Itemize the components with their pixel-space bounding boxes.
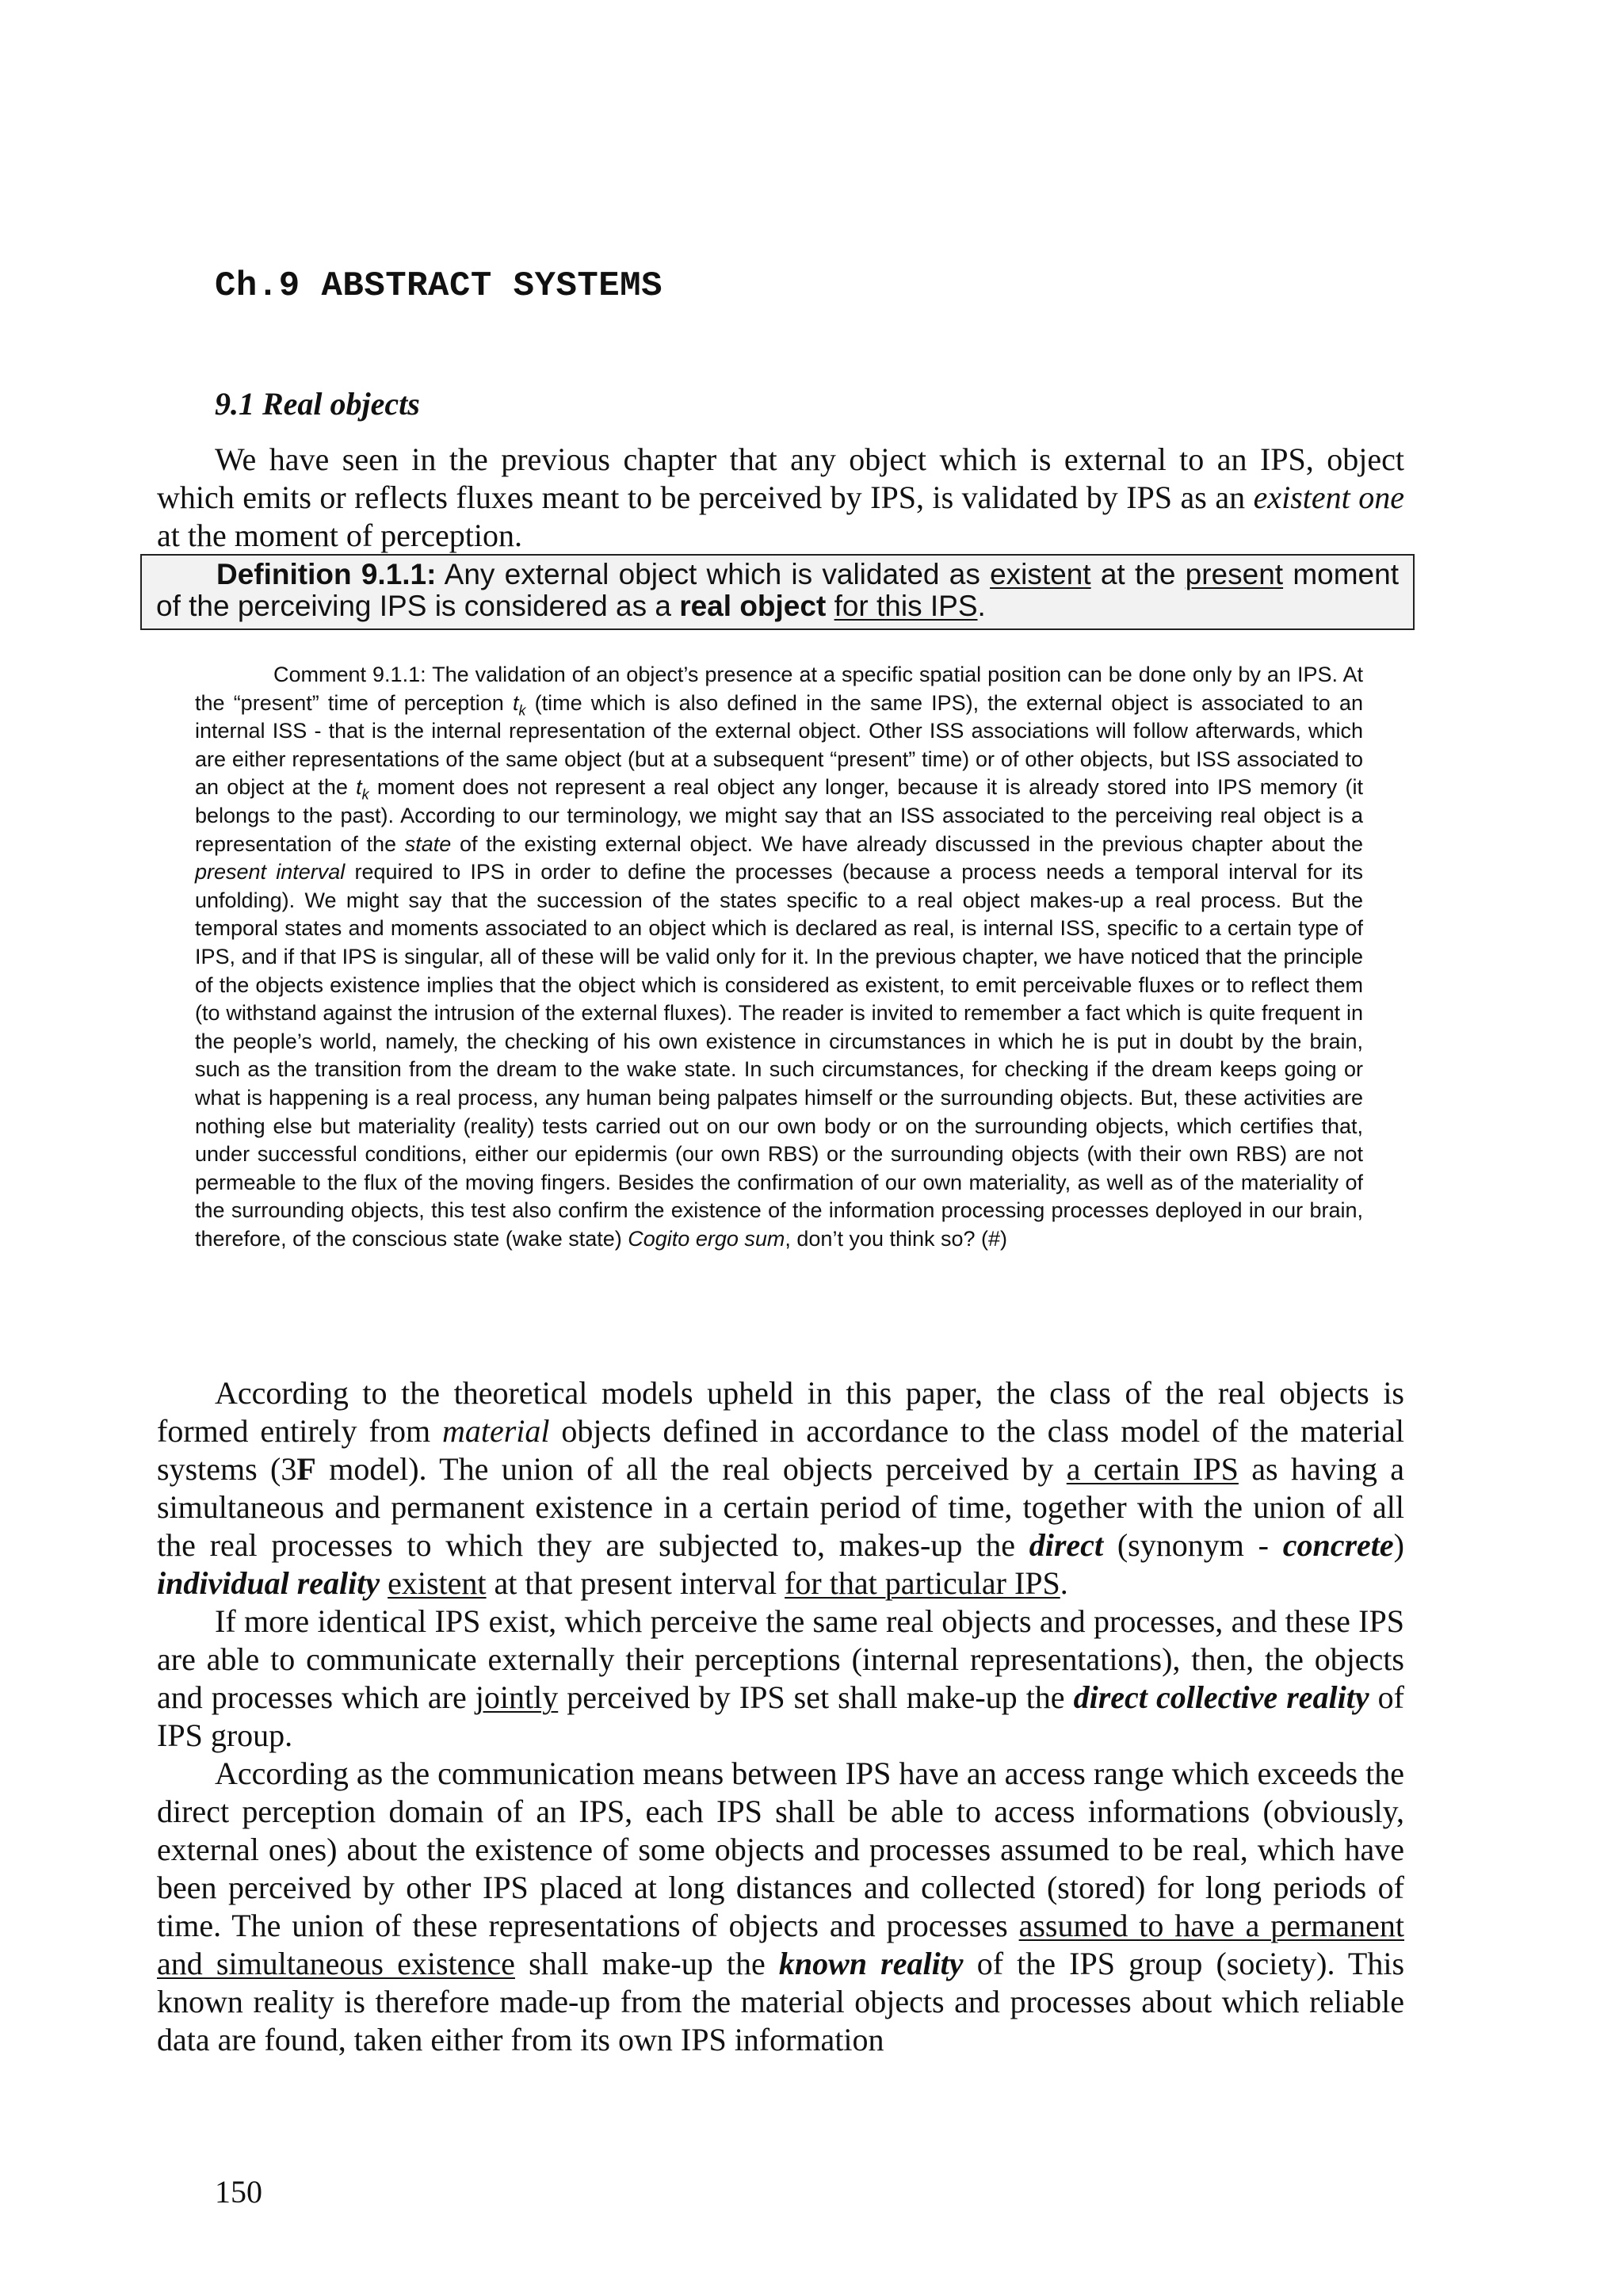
p1-text-8: at that present interval: [486, 1565, 785, 1601]
body-paragraph-3: [157, 1755, 1404, 2059]
comment-text-2: (time which is also defined in the same IPS), the external object is associated to an internal ISS - that is the internal representation of the external object. Other ISS associations will follow afterwards, which are either representations of the same object (but at a subsequent “present” time) or of other objects, but ISS associated to an object at the: [195, 690, 1363, 800]
comment-text-1: Comment 9.1.1: The validation of an object’s presence at a specific spatial position can be done only by an IPS. At the “present” time of perception: [195, 663, 1363, 715]
p1-term-individual-reality: individual reality: [157, 1565, 380, 1601]
definition-text-4: [826, 590, 834, 622]
p2-text-3: of IPS group.: [157, 1679, 1405, 1753]
body-paragraph-2: [157, 1603, 1404, 1755]
p3-term-known-reality: known reality: [778, 1946, 964, 1981]
p3-text-2: shall make-up the: [514, 1946, 779, 1981]
paragraph-text: [157, 1374, 1404, 1603]
comment-tk-symbol: t: [512, 690, 519, 715]
comment-text-3: moment does not represent a real object any longer, because it is already stored into IPS memory (it belongs to the past). According to our terminology, we might say that an ISS associated to the perceiving real object is a representation of the: [195, 775, 1363, 856]
p1-text-6: ): [1393, 1527, 1404, 1563]
p1-text-7: [380, 1565, 388, 1601]
p2-text-2: perceived by IPS set shall make-up the: [558, 1679, 1074, 1715]
comment-emphasis-state: state: [404, 831, 452, 856]
comment-emphasis-cogito: Cogito ergo sum: [628, 1226, 785, 1251]
p3-underline-assumed: assumed to have a permanent and simultaneous existence: [157, 1908, 1405, 1981]
p1-underline-particular-ips: for that particular IPS: [785, 1565, 1060, 1601]
p3-text-1: According as the communication means between IPS have an access range which exceeds the direct perception domain of an IPS, each IPS shall be able to access informations (obviously, external ones) about the existence of some objects and processes assumed to be real, which have been perceived by other IPS placed at long distances and collected (stored) for long periods of time. The union of these representations of objects and processes: [157, 1755, 1404, 1943]
definition-underline-present: present: [1185, 558, 1284, 590]
definition-bold-real-object: real object: [679, 590, 827, 622]
comment-text-5: required to IPS in order to define the processes (because a process needs a temporal interval for its unfolding). We might say that the succession of the states specific to a real object makes-up a real process. But the temporal states and moments associated to an object which is declared as real, is internal ISS, specific to a certain type of IPS, and if that IPS is singular, all of these will be valid only for it. In the previous chapter, we have noticed that the principle of the objects existence implies that the object which is considered as existent, to emit perceivable fluxes or to reflect them (to withstand against the intrusion of the external fluxes). The reader is invited to remember a fact which is quite frequent in the people’s world, namely, the checking of his own existence in circumstances in which he is put in doubt by the brain, such as the transition from the dream to the wake state. In such circumstances, for checking if the dream keeps going or what is happening is a real process, any human being palpates himself or the surrounding objects. But, these activities are nothing else but materiality (reality) tests carried out on our own body or on the surrounding objects, which certifies that, under successful conditions, either our epidermis (our own RBS) or the surrounding objects (with their own RBS) are not permeable to the flux of the moving fingers. Besides the confirmation of our own materiality, as well as of the materiality of the surrounding objects, this test also confirm the existence of the information processing processes deployed in our brain, therefore, of the conscious state (wake state): [195, 860, 1363, 1251]
definition-underline-for-this-ips: for this IPS: [834, 590, 978, 622]
p2-text-1: If more identical IPS exist, which perceive the same real objects and processes, and these IPS are able to communicate externally their perceptions (internal representations), then, the objects and processes which are: [157, 1603, 1404, 1715]
p3-text-3: of the IPS group (society). This known reality is therefore made-up from the material objects and processes about which reliable data are found, taken either from its own IPS information: [157, 1946, 1405, 2057]
p1-term-concrete: concrete: [1282, 1527, 1394, 1563]
p1-text-3: model). The union of all the real objects perceived by: [315, 1451, 1067, 1487]
p1-text-1: According to the theoretical models upheld in this paper, the class of the real objects is formed entirely from: [157, 1375, 1404, 1449]
section-title: 9.1 Real objects: [215, 386, 420, 422]
comment-text-4: of the existing external object. We have already discussed in the previous chapter about the: [451, 831, 1363, 856]
p1-text-9: .: [1060, 1565, 1068, 1601]
page-number: 150: [215, 2174, 262, 2210]
chapter-title: Ch.9 ABSTRACT SYSTEMS: [215, 266, 663, 306]
comment-tk-subscript: k: [518, 701, 526, 718]
p2-underline-jointly: jointly: [475, 1679, 559, 1715]
definition-box: [140, 554, 1415, 630]
comment-block: [195, 661, 1363, 1253]
intro-emphasis-existent-one: existent one: [1253, 479, 1405, 515]
definition-underline-existent: existent: [990, 558, 1091, 590]
intro-text-2: at the moment of perception.: [157, 518, 522, 553]
definition-text-5: .: [977, 590, 986, 622]
definition-text-2: at the: [1090, 558, 1186, 590]
p1-text-5: (synonym -: [1103, 1527, 1283, 1563]
intro-text-1: We have seen in the previous chapter that any object which is external to an IPS, object which emits or reflects fluxes meant to be perceived by IPS, is validated by IPS as an: [157, 441, 1404, 515]
p1-emphasis-material: material: [441, 1413, 550, 1449]
definition-label: Definition 9.1.1:: [216, 558, 437, 590]
comment-tk-subscript-2: k: [361, 786, 369, 803]
comment-tk-symbol-2: t: [356, 775, 362, 800]
comment-emphasis-present-interval: present interval: [195, 860, 346, 884]
p2-term-direct-collective-reality: direct collective reality: [1073, 1679, 1369, 1715]
p1-term-direct: direct: [1029, 1527, 1104, 1563]
body-paragraph-1: [157, 1374, 1404, 1603]
p1-text-4: as having a simultaneous and permanent existence in a certain period of time, together with the union of all the real processes to which they are subjected to, makes-up the: [157, 1451, 1404, 1563]
p1-text-2: objects defined in accordance to the class model of the material systems (3: [157, 1413, 1404, 1487]
paragraph-text: [157, 1603, 1404, 1755]
paragraph-text: [157, 1755, 1404, 2059]
definition-text-1: Any external object which is validated as: [436, 558, 991, 590]
p1-underline-certain-ips: a certain IPS: [1066, 1451, 1239, 1487]
intro-paragraph: [157, 441, 1404, 555]
comment-text-6: , don’t you think so? (#): [785, 1226, 1008, 1251]
definition-text-3: moment of the perceiving IPS is considered as a: [156, 558, 1399, 622]
p1-bold-f: F: [296, 1451, 316, 1487]
p1-underline-existent: existent: [388, 1565, 487, 1601]
